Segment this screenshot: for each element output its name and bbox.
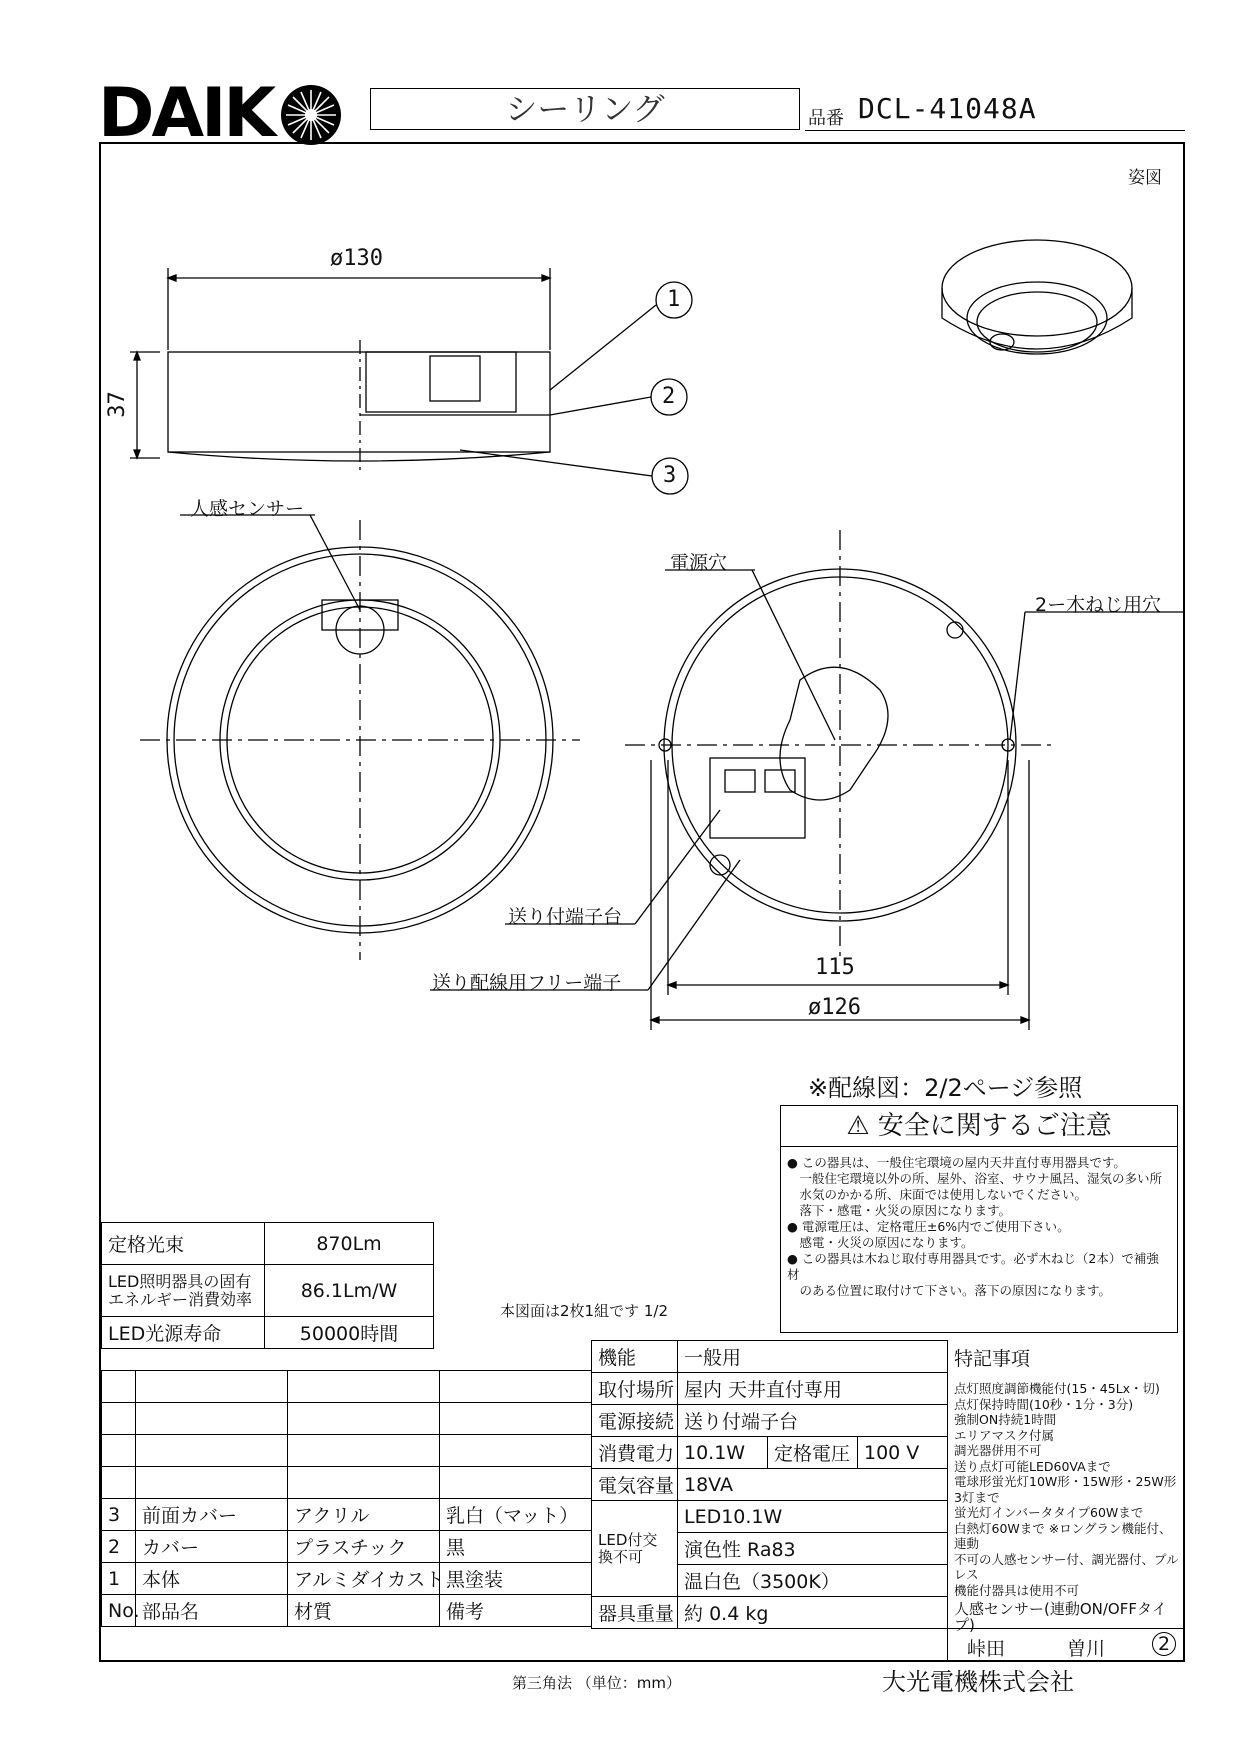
spec-label: 機能 xyxy=(592,1341,678,1373)
safety-line: のある位置に取付けて下さい。落下の原因になります。 xyxy=(787,1283,1112,1298)
remark-line: 点灯保持時間(10秒・1分・3分) xyxy=(954,1396,1134,1412)
remark-line: 蛍光灯インバータタイプ60Wまで xyxy=(954,1505,1144,1520)
safety-body xyxy=(781,1147,1177,1307)
remark-line: 機能付器具は使用不可 xyxy=(954,1582,1080,1598)
part-number: DCL-41048A xyxy=(858,92,1037,125)
dim-height: 37 xyxy=(104,391,130,418)
remark-line: エリアマスク付属 xyxy=(954,1427,1055,1443)
remark-line: 白熱灯60Wまで ※ロングラン機能付、連動 xyxy=(954,1520,1172,1551)
dim-126: ø126 xyxy=(808,995,861,1020)
spec-value: 86.1Lm/W xyxy=(265,1265,434,1317)
spec-value: 送り付端子台 xyxy=(678,1405,948,1437)
spec-label: LED光源寿命 xyxy=(102,1317,265,1349)
free-terminal-label: 送り配線用フリー端子 xyxy=(432,972,622,994)
signoff-name1: 峠田 xyxy=(967,1638,1006,1660)
revision-mark: 2 xyxy=(1152,1632,1176,1656)
company-name: 大光電機株式会社 xyxy=(882,1668,1074,1696)
spec-value: 屋内 天井直付専用 xyxy=(678,1373,948,1405)
screw-hole-label: 2ー木ねじ用穴 xyxy=(1035,594,1162,616)
safety-line: 一般住宅環境以外の所、屋外、浴室、サウナ風呂、湿気の多い所 xyxy=(787,1171,1163,1186)
spec-value: 一般用 xyxy=(678,1341,948,1373)
parts-table xyxy=(101,1370,592,1627)
daiko-logo: DAIK xyxy=(98,74,274,153)
sensor-type: 人感センサー(連動ON/OFFタイプ) xyxy=(954,1600,1167,1634)
projection-note: 第三角法 （単位：mm） xyxy=(512,1674,681,1692)
spec-value: 870Lm xyxy=(265,1223,434,1265)
dim-diameter-top: ø130 xyxy=(330,246,383,271)
part-number-label: 品番 xyxy=(808,108,844,129)
remark-line: 点灯照度調節機能付(15・45Lx・切) xyxy=(954,1381,1160,1396)
spec-label: 取付場所 xyxy=(592,1373,678,1405)
remarks-body xyxy=(948,1375,1185,1639)
table-header: No. 部品名 材質 備考 xyxy=(102,1595,592,1627)
safety-line: ● 電源電圧は、定格電圧±6%内でご使用下さい。 xyxy=(787,1219,1070,1234)
weight-value: 0.4 kg xyxy=(709,1603,769,1625)
remark-line: 調光器併用不可 xyxy=(954,1443,1042,1458)
spec-value: 100 V xyxy=(858,1437,948,1469)
product-type-box: シーリング xyxy=(370,88,800,130)
safety-line: 水気のかかる所、床面では使用しないでください。 xyxy=(787,1187,1088,1202)
spec-value xyxy=(678,1597,948,1629)
terminal-label: 送り付端子台 xyxy=(508,906,623,928)
safety-line: 感電・火災の原因になります。 xyxy=(787,1235,974,1250)
weight-prefix: 約 xyxy=(684,1603,704,1625)
spec-label: LED照明器具の固有エネルギー消費効率 xyxy=(102,1265,265,1317)
signoff-name2: 曽川 xyxy=(1067,1638,1106,1660)
spec-value: 演色性 Ra83 xyxy=(678,1533,948,1565)
spec-label: 電源接続 xyxy=(592,1405,678,1437)
signoff xyxy=(947,1628,1185,1663)
spec-value: LED10.1W xyxy=(678,1501,948,1533)
spec-label: 器具重量 xyxy=(592,1597,678,1629)
safety-line: ● この器具は、一般住宅環境の屋内天井直付専用器具です。 xyxy=(787,1155,1126,1170)
remark-line: 電球形蛍光灯10W形・15W形・25W形3灯まで xyxy=(954,1474,1177,1505)
spec-label: 定格光束 xyxy=(102,1223,265,1265)
safety-title: ⚠ 安全に関するご注意 xyxy=(781,1106,1177,1147)
spec-label: 消費電力 xyxy=(592,1437,678,1469)
safety-box xyxy=(780,1105,1178,1333)
spec-main-table xyxy=(591,1340,948,1629)
spec-label: 電気容量 xyxy=(592,1469,678,1501)
page-note: 本図面は2枚1組です 1/2 xyxy=(500,1302,668,1320)
spec-value: 18VA xyxy=(678,1469,948,1501)
view-label: 姿図 xyxy=(1128,168,1162,188)
callout-1: 1 xyxy=(667,287,681,312)
callout-2: 2 xyxy=(662,384,676,409)
table-row: 2 カバー プラスチック 黒 xyxy=(102,1531,592,1563)
spec-label: LED付交換不可 xyxy=(592,1501,678,1597)
spec-value: 温白色（3500K） xyxy=(678,1565,948,1597)
remark-line: 強制ON持続1時間 xyxy=(954,1412,1057,1427)
table-row: 3 前面カバー アクリル 乳白（マット） xyxy=(102,1499,592,1531)
wiring-note: ※配線図：2/2ページ参照 xyxy=(808,1074,1083,1102)
safety-line: 落下・感電・火災の原因になります。 xyxy=(787,1203,1012,1218)
spec-label: 定格電圧 xyxy=(768,1437,858,1469)
spec-left-table xyxy=(101,1222,434,1349)
remark-line: 送り点灯可能LED60VAまで xyxy=(954,1458,1111,1474)
power-hole-label: 電源穴 xyxy=(670,552,728,574)
dim-115: 115 xyxy=(815,955,855,980)
remarks-title: 特記事項 xyxy=(954,1348,1031,1370)
sensor-label: 人感センサー xyxy=(190,498,305,520)
spec-value: 10.1W xyxy=(678,1437,768,1469)
spec-value: 50000時間 xyxy=(265,1317,434,1349)
table-row: 1 本体 アルミダイカスト 黒塗装 xyxy=(102,1563,592,1595)
remark-line: 不可の人感センサー付、調光器付、プルレス xyxy=(954,1551,1179,1582)
safety-line: ● この器具は木ねじ取付専用器具です。必ず木ねじ（2本）で補強材 xyxy=(787,1251,1159,1282)
remarks-box xyxy=(947,1340,1185,1662)
callout-3: 3 xyxy=(663,463,677,488)
